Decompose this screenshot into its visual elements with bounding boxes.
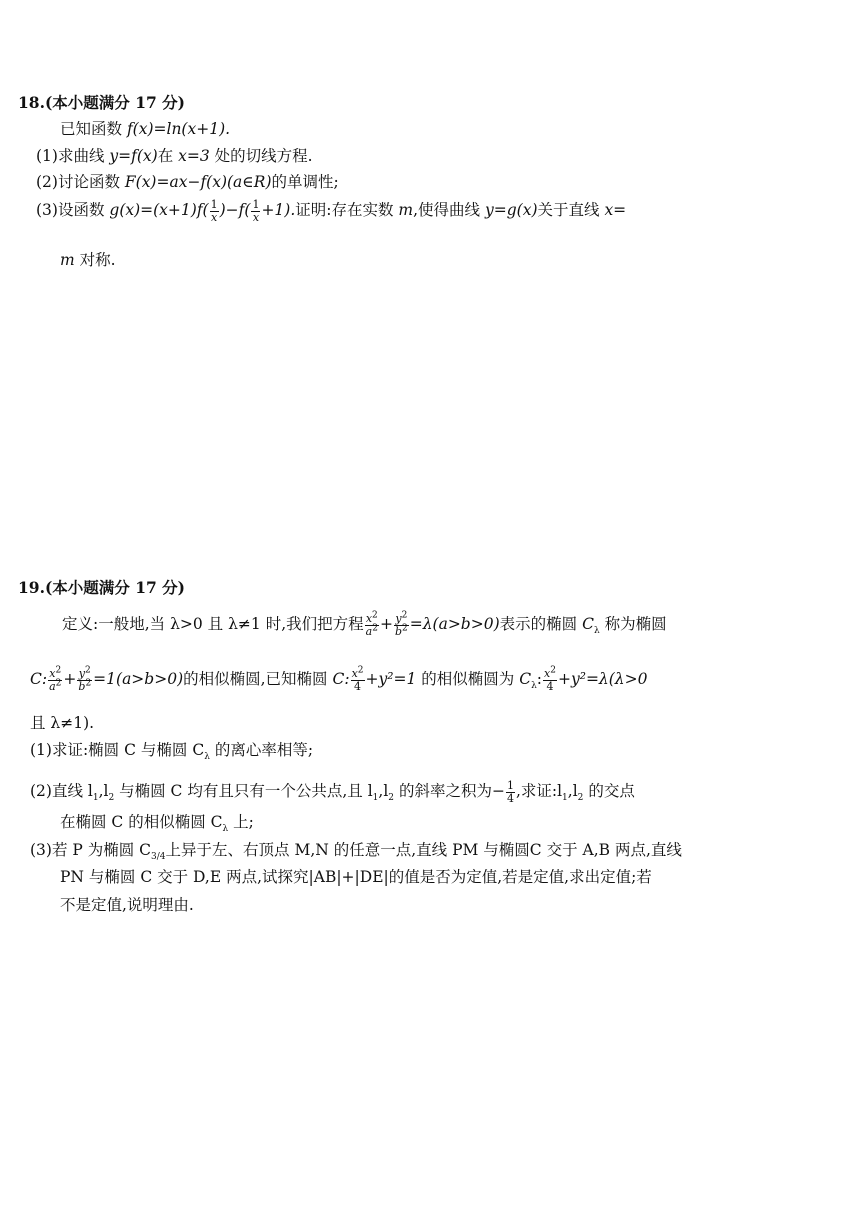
question-19-part-2-cont: 在椭圆 C 的相似椭圆 $C_\lambda$ 上;	[60, 813, 254, 835]
fraction: $\frac{x^2}{4}$	[544, 665, 556, 693]
question-18-header: 18.(本小题满分 17 分)	[18, 93, 185, 112]
question-19-part-2: (2)直线 $l_1,l_2$ 与椭圆 C 均有且只有一个公共点,且 $l_1,l_2$ 的斜率之积为− $\frac{1}{4}$ ,求证$:l_1,l_2$ 的交点	[30, 779, 635, 805]
fraction: $\frac{1}{x}$	[210, 198, 218, 224]
question-19-part-1: (1)求证:椭圆 C 与椭圆 $C_\lambda$ 的离心率相等;	[30, 741, 314, 763]
question-19-part-3-line-2: PN 与椭圆 C 交于 D,E 两点,试探究|AB|+|DE|的值是否为定值,若是定值,求出定值;若	[60, 868, 652, 886]
question-18-stem: 已知函数 f(x)=ln(x+1).	[60, 120, 231, 138]
fraction: $\frac{x^2}{4}$	[351, 665, 364, 693]
question-18-part-1: (1)求曲线 y=f(x)在 x=3 处的切线方程.	[36, 147, 313, 165]
fraction: $\frac{x^2}{a^2}$	[49, 665, 62, 693]
fraction: $\frac{1}{x}$	[252, 198, 260, 224]
question-18-part-2: (2)讨论函数 F(x)=ax−f(x)(a∈R)的单调性;	[36, 173, 339, 191]
question-19-definition-line-3: 且 λ≠1).	[30, 714, 95, 732]
question-19-part-3: (3)若 P 为椭圆 $C_{3/4}$上异于左、右顶点 M,N 的任意一点,直线 PM 与椭圆C 交于 A,B 两点,直线	[30, 841, 682, 863]
fraction: $\frac{y^2}{b^2}$	[78, 665, 92, 693]
fraction: $\frac{x^2}{a^2}$	[365, 610, 378, 638]
fraction: $\frac{1}{4}$	[506, 779, 514, 805]
question-19-definition: 定义:一般地,当 λ>0 且 λ≠1 时,我们把方程 $\frac{x^2}{a^2}$ + $\frac{y^2}{b^2}$ =λ(a>b>0)表示的椭圆 $C_\lambda$ 称为椭圆	[62, 610, 667, 638]
question-19-header: 19.(本小题满分 17 分)	[18, 578, 185, 597]
question-18-part-3: (3)设函数 g(x)=(x+1)f( $\frac{1}{x}$ )−f( $\frac{1}{x}$ +1).证明:存在实数 m,使得曲线 y=g(x)关于直线 x=	[36, 198, 627, 224]
fraction: $\frac{y^2}{b^2}$	[394, 610, 408, 638]
question-19-part-3-line-3: 不是定值,说明理由.	[60, 896, 194, 914]
question-19-definition-line-2: C: $\frac{x^2}{a^2}$ + $\frac{y^2}{b^2}$ =1(a>b>0)的相似椭圆,已知椭圆 C: $\frac{x^2}{4}$ +y²=1 的相似椭圆为 $C_\lambda$: $\frac{x^2}{4}$ +y²=λ(λ>0	[30, 665, 648, 693]
question-18-part-3-cont: m 对称.	[60, 251, 116, 269]
